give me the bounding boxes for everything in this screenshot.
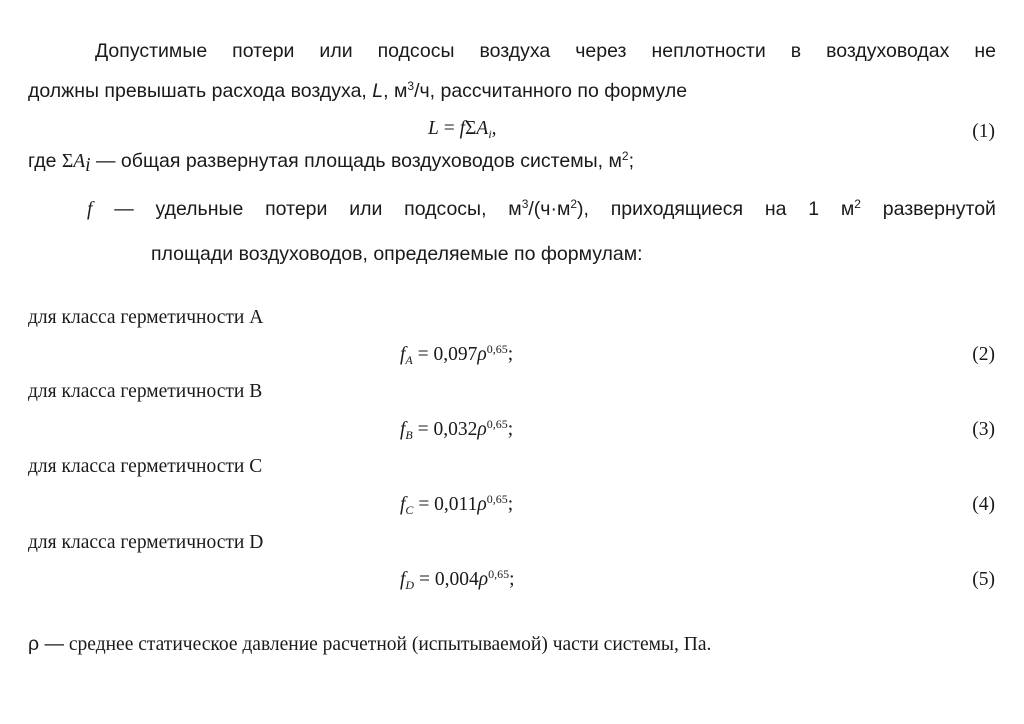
formula-b-exp: 0,65 (486, 417, 508, 431)
equation-number-3: (3) (972, 419, 995, 440)
formula-a-exp: 0,65 (486, 342, 508, 356)
where-line-2-cont: площади воздуховодов, определяемые по формулам: (151, 243, 643, 265)
intro-line-2: должны превышать расхода воздуха, L, $м^3/ч$, рассчитанного по формуле (28, 79, 688, 102)
equation-number-5: (5) (972, 569, 995, 590)
where-f-unit-2-exp: 2 (854, 197, 861, 211)
formula-class-c (400, 494, 513, 516)
where-f-unit-1-tail: ), (577, 198, 589, 220)
equation-number-2: (2) (972, 344, 995, 365)
formula-b-sub: B (405, 428, 413, 442)
where-word: где (28, 150, 57, 172)
where-a: A (73, 151, 86, 172)
formula-d-exp: 0,65 (488, 567, 510, 581)
formula-b-rho: ρ (477, 419, 487, 440)
formula-b-f: f (400, 419, 406, 440)
where-line-1 (28, 149, 635, 176)
rho-symbol: ρ — (28, 633, 65, 655)
where-f-unit-1 (508, 198, 589, 221)
where-f-unit-1-mid: /(ч·м (528, 198, 571, 220)
where-1-exp: 2 (621, 149, 629, 163)
formula-d-eq: = 0,004 (414, 569, 479, 590)
formula-a-eq: = 0,097 (412, 344, 478, 365)
formula-1-lhs: L (428, 118, 439, 139)
formula-a-sub: A (405, 353, 413, 367)
formula-c-eq: = 0,011 (413, 494, 478, 515)
where-sub: i (85, 155, 91, 176)
formula-class-a (400, 344, 513, 366)
formula-1-tail: , (491, 118, 497, 139)
formula-a-f: f (400, 344, 406, 365)
where-f-unit-1-base: м (508, 198, 522, 220)
where-f-unit-1-exp2: 2 (570, 197, 578, 211)
formula-c-tail: ; (507, 494, 514, 515)
unit-m: м (393, 80, 408, 102)
where-1-tail: ; (628, 150, 635, 172)
where-line-2 (87, 198, 996, 221)
where-1-text: — общая развернутая площадь воздуховодов системы, м (96, 150, 622, 172)
rho-definition (28, 633, 711, 656)
rho-text: среднее статическое давление расчетной (испытываемой) части системы, Па. (64, 634, 712, 655)
where-f-word-5: приходящиеся (610, 198, 744, 220)
formula-a-rho: ρ (477, 344, 487, 365)
intro-line-2-pre: должны превышать расхода воздуха, (28, 80, 367, 102)
class-b-label: для класса герметичности B (28, 381, 263, 402)
var-L: L (372, 80, 384, 102)
formula-c-sub: C (405, 503, 414, 517)
formula-b-tail: ; (507, 419, 514, 440)
formula-b-eq: = 0,032 (412, 419, 478, 440)
formula-c-exp: 0,65 (486, 492, 508, 506)
where-f-unit-2 (841, 198, 861, 221)
formula-d-tail: ; (509, 569, 515, 590)
where-f-dash: — (114, 198, 134, 220)
class-a-label: для класса герметичности A (28, 307, 264, 328)
where-f-unit-1-exp: 3 (521, 197, 529, 211)
formula-class-d (400, 569, 515, 591)
where-f-word-8: развернутой (882, 198, 996, 220)
where-f-word-6: на (764, 198, 787, 220)
intro-line-2-post: рассчитанного по формуле (440, 80, 688, 102)
where-f-word-1: удельные (155, 198, 244, 220)
formula-d-sub: D (405, 578, 415, 592)
where-f-symbol: f (87, 199, 93, 220)
formula-c-f: f (400, 494, 406, 515)
formula-1-eq: = (438, 118, 460, 139)
formula-c-rho: ρ (477, 494, 487, 515)
formula-d-f: f (400, 569, 406, 590)
formula-1-a: A (476, 118, 489, 139)
where-f-word-7: 1 (808, 198, 820, 220)
equation-number-1: (1) (972, 121, 995, 142)
formula-1 (428, 118, 497, 140)
where-f-word-4: подсосы, (404, 198, 487, 220)
intro-line-1: Допустимые потери или подсосы воздуха через неплотности в воздуховодах не (95, 40, 996, 62)
formula-1-f: f (459, 118, 466, 139)
formula-class-b (400, 419, 513, 441)
unit-tail: /ч, (414, 80, 436, 102)
where-f-word-2: потери (265, 198, 328, 220)
class-c-label: для класса герметичности C (28, 456, 263, 477)
formula-1-sub: i (488, 127, 492, 141)
class-d-label: для класса герметичности D (28, 532, 264, 553)
sigma-symbol: Σ (465, 118, 477, 139)
where-sigma: Σ (61, 151, 74, 172)
formula-d-rho: ρ (478, 569, 489, 590)
formula-a-tail: ; (507, 344, 514, 365)
where-f-word-3: или (349, 198, 383, 220)
where-f-unit-2-base: м (840, 198, 855, 220)
equation-number-4: (4) (972, 494, 995, 515)
unit-exp: 3 (407, 79, 415, 93)
